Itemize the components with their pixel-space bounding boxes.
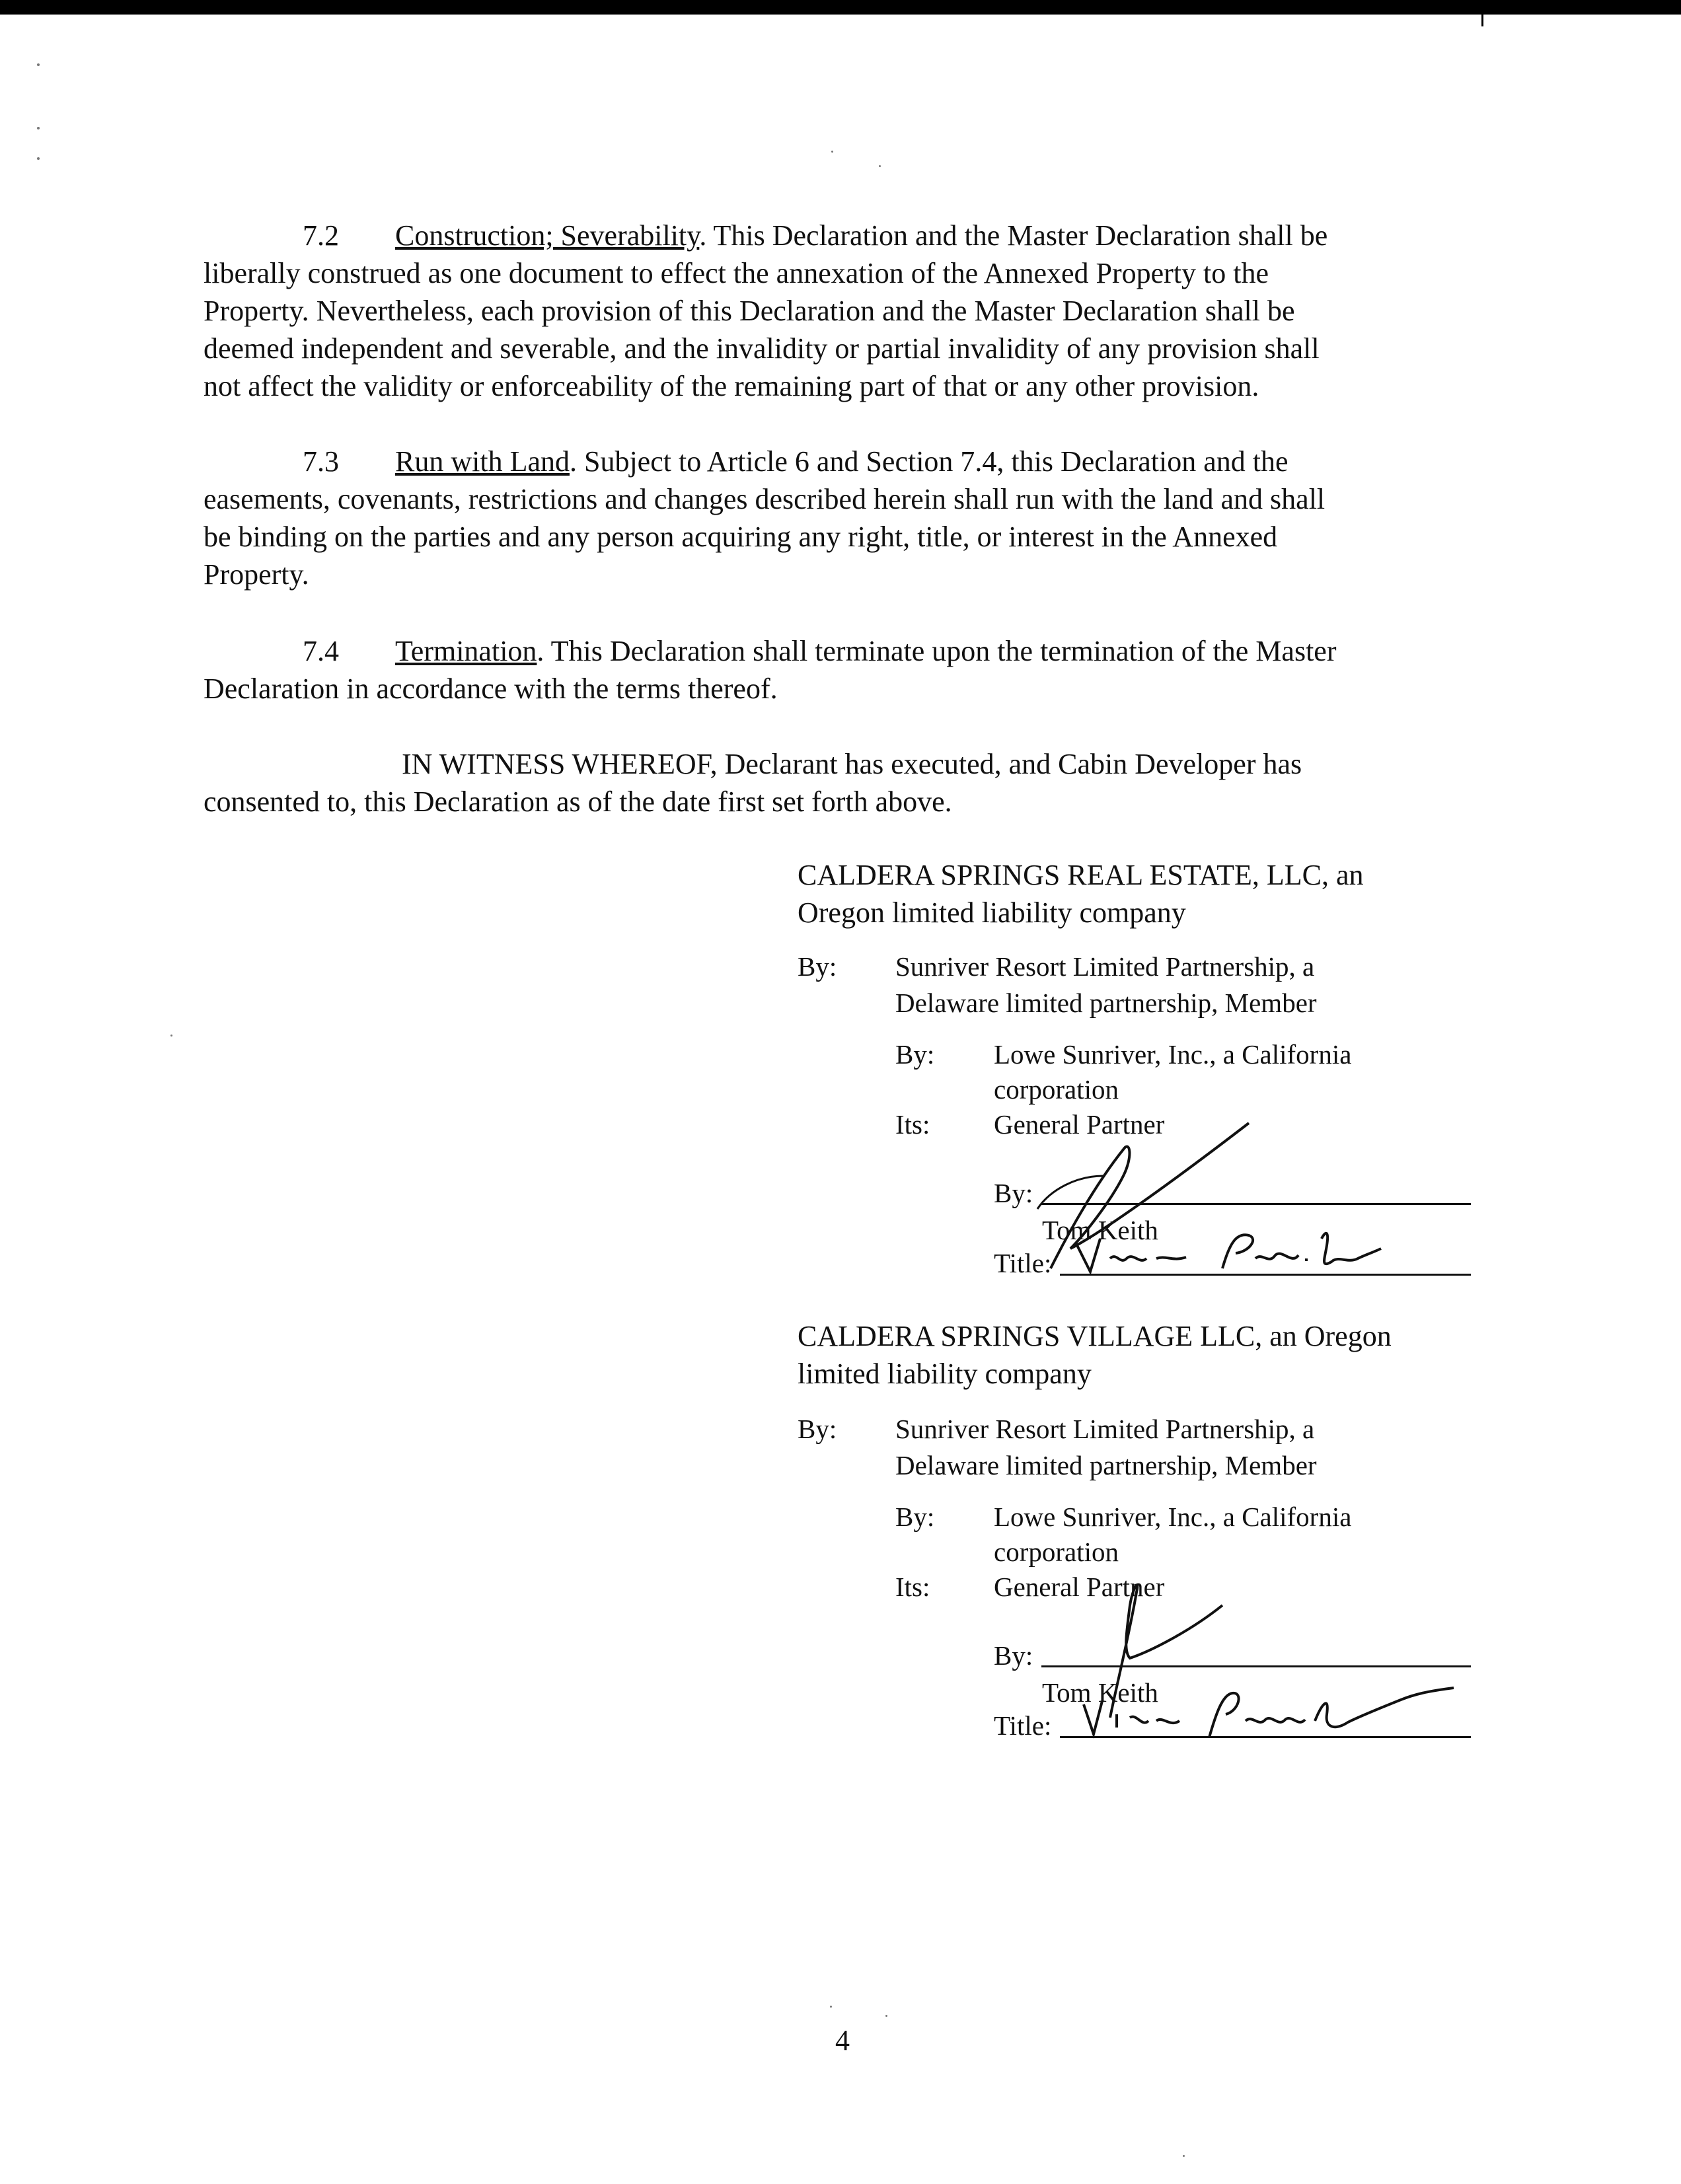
by-label: By: <box>895 1502 935 1532</box>
scan-speck <box>1183 2155 1185 2157</box>
section-number: 7.2 <box>303 219 339 252</box>
page-number: 4 <box>835 2024 850 2057</box>
section-line: easements, covenants, restrictions and changes described herein shall run with the land and shall <box>204 483 1326 515</box>
scan-speck <box>879 165 881 167</box>
section-line: liberally construed as one document to effect the annexation of the Annexed Property to the <box>204 257 1269 289</box>
section-line: deemed independent and severable, and the invalidity or partial invalidity of any provision shall <box>204 332 1320 365</box>
handwritten-title <box>1070 1681 1467 1741</box>
section-7-4 <box>204 632 1485 708</box>
by-label: By: <box>895 1039 935 1070</box>
witness-line: consented to, this Declaration as of the date first set forth above. <box>204 785 952 818</box>
by-label: By: <box>994 1178 1033 1208</box>
section-line <box>204 217 1485 254</box>
handwritten-title <box>1070 1219 1388 1278</box>
member-type: Delaware limited partnership, Member <box>895 988 1317 1018</box>
section-line: be binding on the parties and any person acquiring any right, title, or interest in the Annexed <box>204 521 1278 553</box>
member-name: Sunriver Resort Limited Partnership, a <box>895 951 1315 982</box>
section-line: Property. <box>204 558 309 591</box>
witness-line <box>204 745 1485 783</box>
title-label: Title: <box>994 1248 1052 1278</box>
by-label: By: <box>994 1640 1033 1671</box>
entity-type: Oregon limited liability company <box>798 896 1186 929</box>
entity-name: CALDERA SPRINGS REAL ESTATE, LLC, an <box>798 859 1364 891</box>
title-label: Title: <box>994 1710 1052 1741</box>
general-partner-name: Lowe Sunriver, Inc., a California <box>994 1039 1352 1070</box>
signer-name: Tom Keith <box>1042 1677 1158 1708</box>
member-name: Sunriver Resort Limited Partnership, a <box>895 1414 1315 1444</box>
section-number: 7.3 <box>303 445 339 478</box>
witness-clause <box>204 745 1485 820</box>
witness-text: IN WITNESS WHEREOF, Declarant has executed, and Cabin Developer has <box>402 748 1302 780</box>
its-value: General Partner <box>994 1109 1165 1140</box>
section-number: 7.4 <box>303 635 339 667</box>
scan-speck <box>885 2015 887 2017</box>
section-heading: Construction; Severability <box>395 219 700 252</box>
section-line: not affect the validity or enforceability of the remaining part of that or any other provision. <box>204 370 1259 402</box>
section-heading: Run with Land <box>395 445 570 478</box>
general-partner-type: corporation <box>994 1074 1119 1105</box>
by-label: By: <box>798 1414 837 1444</box>
section-text: . This Declaration and the Master Declaration shall be <box>699 219 1328 252</box>
by-label: By: <box>798 951 837 982</box>
signer-name: Tom Keith <box>1042 1215 1158 1245</box>
section-7-2 <box>204 217 1485 405</box>
its-value: General Partner <box>994 1572 1165 1602</box>
section-line: Declaration in accordance with the terms thereof. <box>204 673 778 705</box>
scan-speck <box>170 1035 172 1037</box>
scan-edge-mark <box>1481 0 1483 26</box>
scan-speck <box>37 127 40 129</box>
scan-speck <box>831 151 833 153</box>
general-partner-name: Lowe Sunriver, Inc., a California <box>994 1502 1352 1532</box>
scan-speck <box>37 157 40 160</box>
its-label: Its: <box>895 1572 930 1602</box>
entity-name: CALDERA SPRINGS VILLAGE LLC, an Oregon <box>798 1320 1392 1352</box>
general-partner-type: corporation <box>994 1537 1119 1567</box>
section-line <box>204 632 1485 670</box>
scan-speck <box>37 63 40 66</box>
section-7-3 <box>204 443 1485 593</box>
entity-type: limited liability company <box>798 1358 1092 1390</box>
scan-speck <box>830 2006 832 2008</box>
member-type: Delaware limited partnership, Member <box>895 1450 1317 1480</box>
its-label: Its: <box>895 1109 930 1140</box>
section-heading: Termination <box>395 635 537 667</box>
section-text: . Subject to Article 6 and Section 7.4, this Declaration and the <box>569 445 1289 478</box>
scan-top-border <box>0 0 1681 15</box>
section-line <box>204 443 1485 480</box>
section-line: Property. Nevertheless, each provision of this Declaration and the Master Declaration shall be <box>204 295 1295 327</box>
section-text: . This Declaration shall terminate upon the termination of the Master <box>537 635 1337 667</box>
